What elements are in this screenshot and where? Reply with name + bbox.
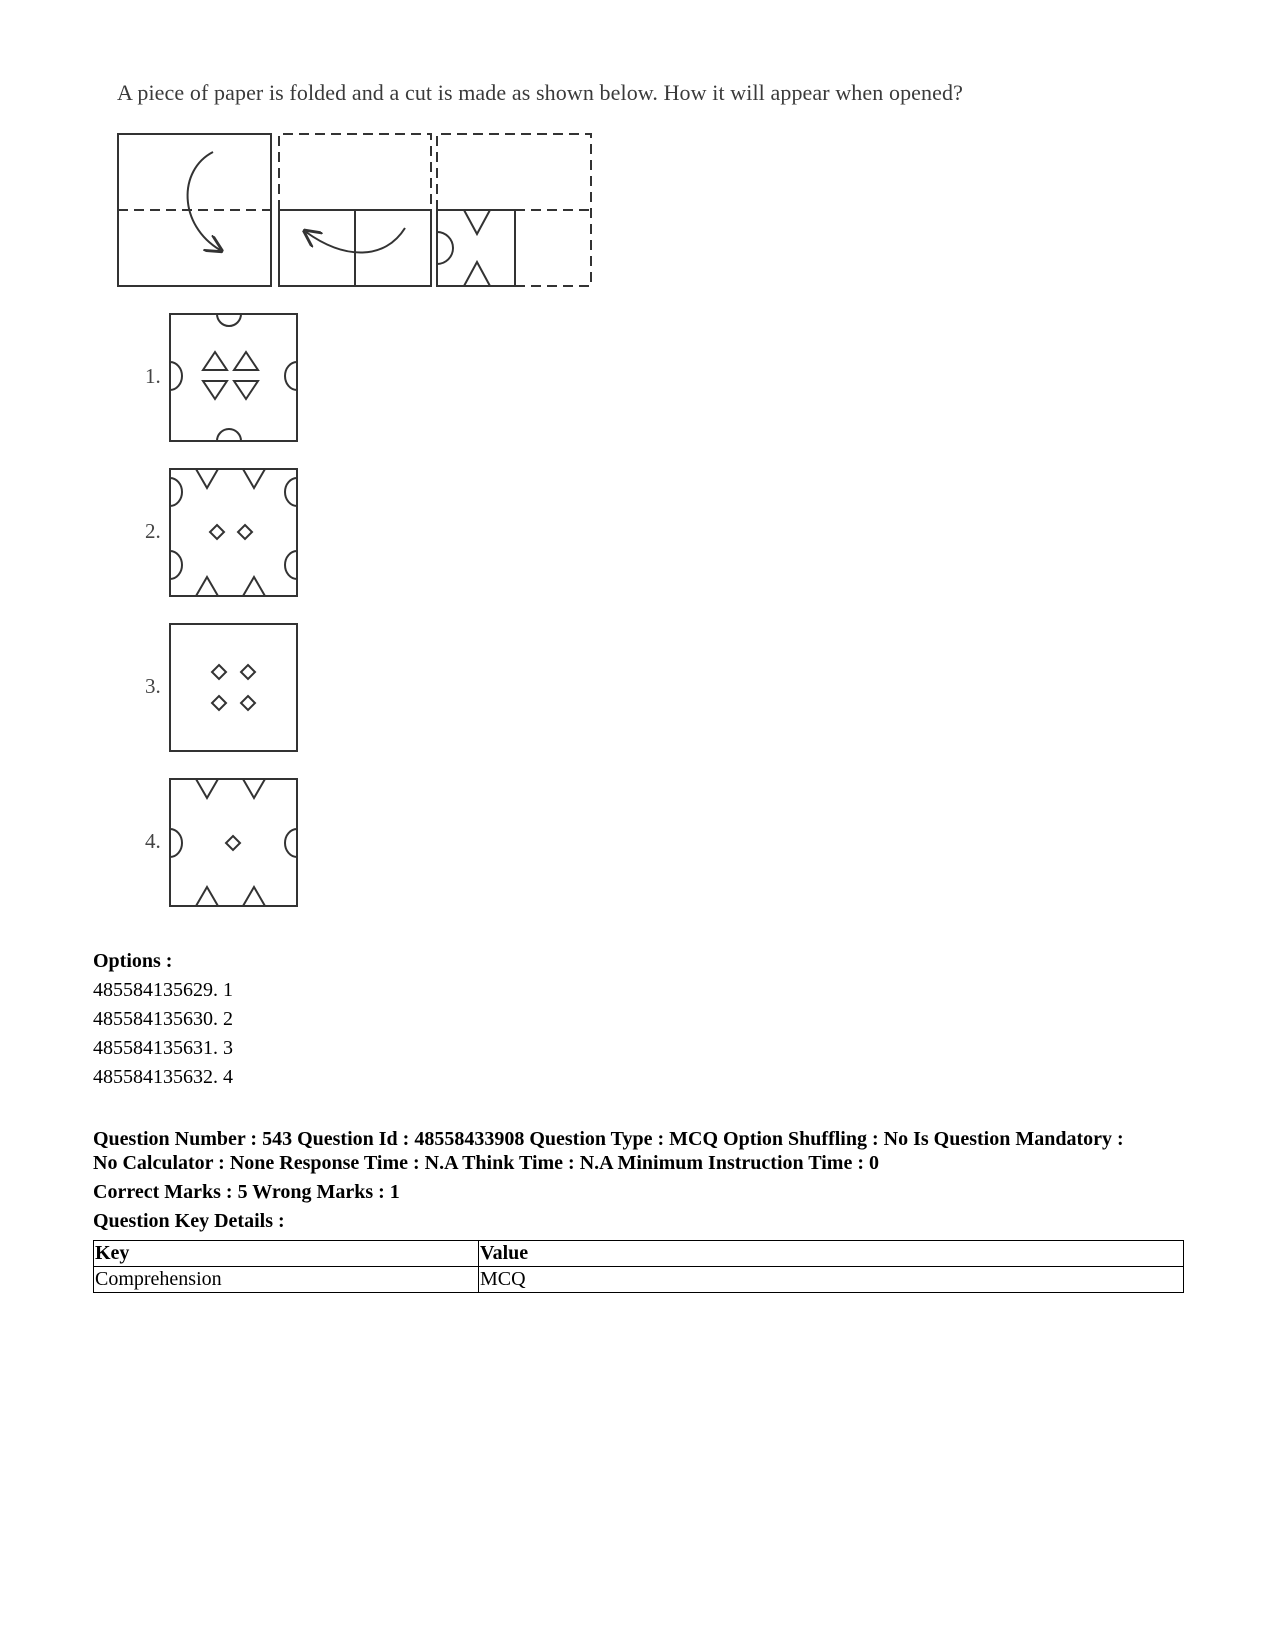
table-header-key: Key: [94, 1241, 479, 1267]
key-details-heading: Question Key Details :: [93, 1210, 285, 1232]
choice-2-label: 2.: [145, 519, 161, 543]
option-item: 485584135629. 1: [93, 979, 233, 1001]
step-2-panel: [279, 134, 431, 286]
meta-line-1: Question Number : 543 Question Id : 48558433908 Question Type : MCQ Option Shuffling : No Is Question Mandatory :: [93, 1128, 1124, 1150]
options-label: Options :: [93, 950, 173, 972]
question-text: A piece of paper is folded and a cut is made as shown below. How it will appear when opened?: [117, 80, 963, 105]
option-item: 485584135632. 4: [93, 1066, 233, 1088]
table-cell-value: MCQ: [479, 1267, 1184, 1293]
choice-2-figure: [170, 469, 297, 596]
option-item: 485584135631. 3: [93, 1037, 233, 1059]
marks-line: Correct Marks : 5 Wrong Marks : 1: [93, 1181, 400, 1203]
step-3-panel: [437, 134, 591, 286]
table-header-value: Value: [479, 1241, 1184, 1267]
choice-1-figure: [170, 314, 297, 441]
meta-line-2: No Calculator : None Response Time : N.A Think Time : N.A Minimum Instruction Time : 0: [93, 1152, 879, 1174]
options-block: [93, 947, 233, 1092]
question-meta: [93, 1127, 1193, 1233]
option-item: 485584135630. 2: [93, 1008, 233, 1030]
choice-4-label: 4.: [145, 829, 161, 853]
table-header-row: [94, 1241, 1184, 1267]
table-cell-key: Comprehension: [94, 1267, 479, 1293]
choice-3-figure: [170, 624, 297, 751]
choice-4-figure: [170, 779, 297, 906]
choice-1-label: 1.: [145, 364, 161, 388]
choice-3-label: 3.: [145, 674, 161, 698]
key-table: [93, 1240, 1184, 1293]
table-row: [94, 1267, 1184, 1293]
step-1-panel: [118, 134, 271, 286]
